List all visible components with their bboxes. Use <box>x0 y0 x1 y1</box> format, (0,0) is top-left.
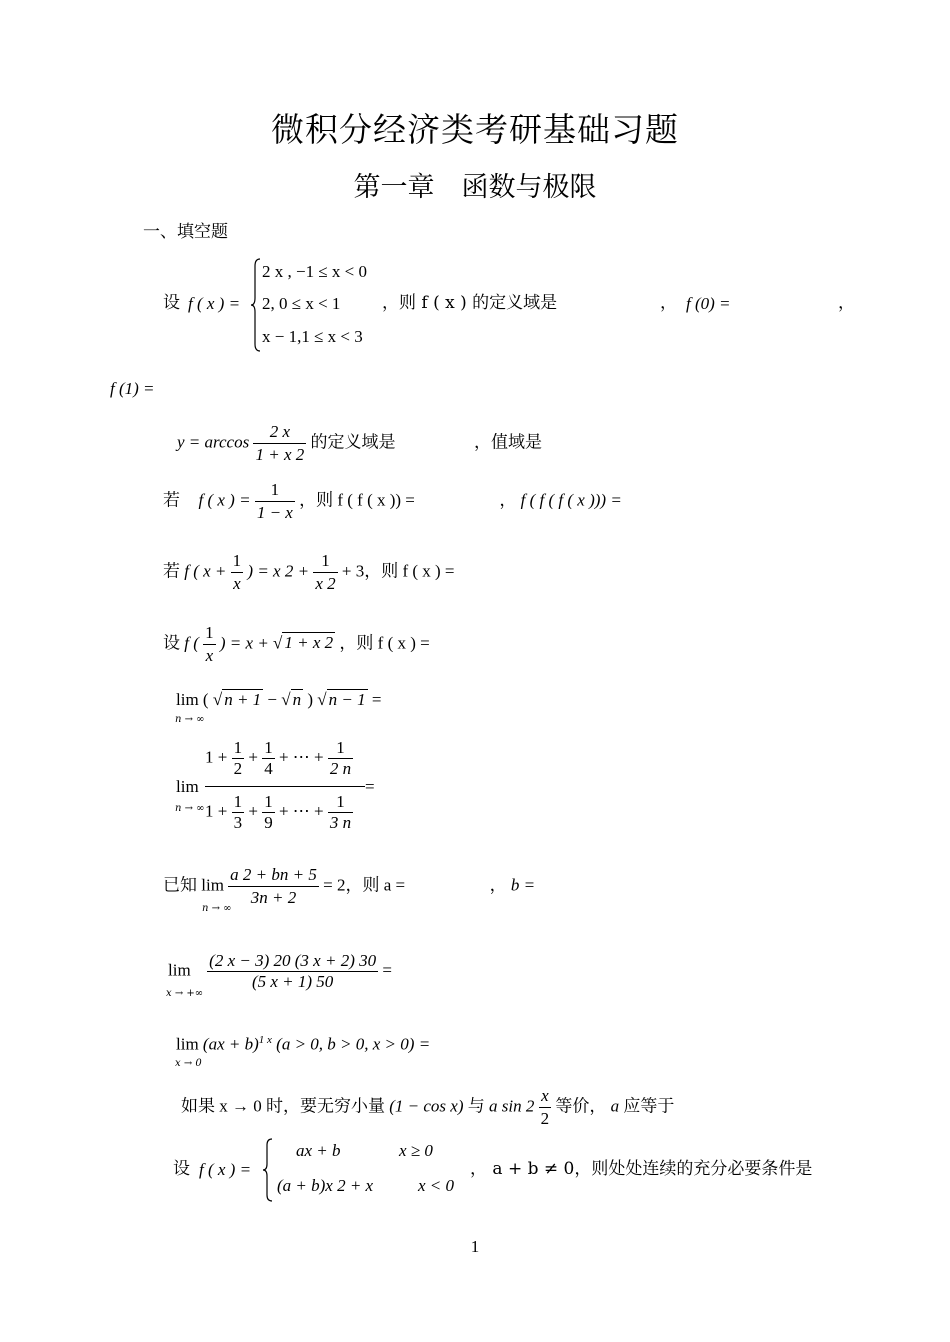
p7-frac-1 <box>232 738 245 779</box>
p7-t4: 1 <box>233 792 243 811</box>
p4-fraction-1 <box>231 550 244 595</box>
p1-lead: 设 <box>163 293 180 313</box>
p5-radicand: 1 + x 2 <box>284 633 334 653</box>
p7-t6: 1 <box>328 792 353 813</box>
p12-case-1a: ax + b <box>296 1141 341 1160</box>
p3-fx: f ( x ) = <box>198 490 251 510</box>
p11-text-3: 等价， <box>555 1096 607 1116</box>
p6-rad-1: n + 1 <box>224 690 262 709</box>
p2-tail: 的定义域是 <box>310 432 396 452</box>
p7-denominator <box>205 792 353 833</box>
problem-11 <box>181 1085 674 1130</box>
p12-tail: ， a + b ≠ 0，则处处连续的充分必要条件是 <box>470 1159 813 1179</box>
problem-3 <box>163 479 622 524</box>
problem-5 <box>163 622 430 667</box>
p7-top-lead: 1 + <box>205 747 228 767</box>
p8-lead: 已知 <box>163 875 197 895</box>
p11-a: a <box>610 1096 620 1116</box>
chapter-title: 第一章 函数与极限 <box>353 172 597 203</box>
p12-case-2b: x < 0 <box>418 1176 455 1195</box>
p4-num-1: 1 <box>231 550 244 573</box>
p7-lim: lim <box>176 777 199 796</box>
p10-body: (ax + b) <box>202 1034 259 1054</box>
p12-case-1b: x ≥ 0 <box>399 1141 433 1160</box>
p7-b5: 9 <box>264 813 273 832</box>
p3-lead: 若 <box>163 490 180 510</box>
p11-fraction <box>539 1085 552 1130</box>
p7-frac-5 <box>262 792 275 833</box>
p4-lead: 若 <box>163 561 180 581</box>
section-heading: 一、填空题 <box>143 222 228 242</box>
page-title: 微积分经济类考研基础习题 <box>271 110 679 149</box>
p6-sub: n → ∞ <box>175 714 205 725</box>
p3-comma: ， <box>499 490 517 510</box>
p12-case-2a: (a + b)x 2 + x <box>277 1176 374 1195</box>
p10-lim: lim <box>176 1034 199 1054</box>
p2-num: 2 x <box>253 421 306 444</box>
p7-b1: 2 <box>233 759 243 778</box>
p11-num: x <box>539 1085 552 1108</box>
left-brace-icon <box>262 1138 274 1202</box>
p5-den: x <box>205 646 214 665</box>
problem-9 <box>168 951 392 992</box>
p7-frac-2 <box>262 738 275 779</box>
p7-b3: 2 n <box>329 759 352 778</box>
p1-comma-1: ， <box>660 293 677 313</box>
p4-eq: ) = x 2 + <box>247 561 310 581</box>
p7-frac-6 <box>328 792 353 833</box>
p9-eq: = <box>382 960 392 980</box>
p4-fx: f ( x + <box>184 561 227 581</box>
p6-rad-3: n − 1 <box>328 690 366 709</box>
problem-6 <box>176 690 381 710</box>
p7-bot-lead: 1 + <box>205 801 228 821</box>
left-brace-icon <box>250 258 262 352</box>
p2-fraction <box>253 421 306 466</box>
problem-4 <box>163 550 455 595</box>
page-number: 1 <box>470 1237 480 1256</box>
p11-asin: a sin 2 <box>489 1096 535 1116</box>
p1-case-3: x − 1,1 ≤ x < 3 <box>262 327 363 346</box>
p9-num: (2 x − 3) 20 (3 x + 2) 30 <box>209 951 377 970</box>
p3-num: 1 <box>255 479 295 502</box>
p5-num: 1 <box>203 622 216 645</box>
p5-eq: ) = x + <box>219 633 269 653</box>
p5-fraction <box>203 622 216 667</box>
p7-t2: 1 <box>264 738 273 757</box>
p6-close: ) <box>307 690 314 709</box>
sqrt-icon: √ <box>273 633 283 653</box>
p1-case-2: 2, 0 ≤ x < 1 <box>262 294 341 313</box>
p7-t3: 1 <box>328 738 353 759</box>
p11-den: 2 <box>540 1109 550 1128</box>
p7-plus: + <box>248 747 258 767</box>
p8-tail: = 2，则 a = <box>323 875 406 895</box>
p7-dots-2: + ⋯ + <box>278 801 324 821</box>
p7-b6: 3 n <box>329 813 352 832</box>
p7-sub: n → ∞ <box>175 803 205 814</box>
p8-den: 3n + 2 <box>250 888 297 907</box>
p7-frac-4 <box>232 792 245 833</box>
p6-rad-2: n <box>292 690 302 709</box>
p4-den-2: x 2 <box>315 574 336 593</box>
p8-b: b = <box>510 875 536 895</box>
p9-sub: x → +∞ <box>166 988 204 999</box>
p1-comma-2: ， <box>838 293 855 313</box>
p10-sub: x → 0 <box>175 1058 202 1069</box>
p2-range: ，值域是 <box>474 432 542 452</box>
p6-lim: lim <box>176 690 199 709</box>
p4-tail: + 3，则 f ( x ) = <box>341 561 455 581</box>
p11-expr: (1 − cos x) <box>389 1096 464 1116</box>
p7-eq: = <box>365 777 375 796</box>
p1-domain-text: ，则 f ( x ) 的定义域是 <box>382 293 558 313</box>
p10-tail: (a > 0, b > 0, x > 0) = <box>276 1034 431 1054</box>
p7-plus-2: + <box>248 801 258 821</box>
p6-open: ( <box>202 690 209 709</box>
problem-10 <box>176 1034 430 1055</box>
p9-lim: lim <box>168 960 191 980</box>
p1-fx: f ( x ) = <box>188 294 241 313</box>
p5-fx: f ( <box>184 633 199 653</box>
p11-text-2: 与 <box>467 1096 485 1116</box>
sqrt-icon: √ <box>281 690 291 709</box>
p7-numerator <box>205 738 353 779</box>
p9-fraction <box>207 951 378 992</box>
p3-mid: ，则 f ( f ( x )) = <box>299 490 415 510</box>
p8-comma: ， <box>489 875 507 895</box>
p6-minus: − <box>267 690 278 709</box>
p3-den: 1 − x <box>256 503 293 522</box>
p1-case-1: 2 x , −1 ≤ x < 0 <box>262 262 368 281</box>
p10-exp: 1 x <box>258 1034 272 1046</box>
p11-text-1: 如果 x → 0 时，要无穷小量 <box>181 1096 385 1116</box>
p7-b2: 4 <box>264 759 273 778</box>
p7-fraction-bar <box>205 786 365 787</box>
p7-t5: 1 <box>264 792 273 811</box>
sqrt-icon: √ <box>317 690 327 709</box>
p5-lead: 设 <box>163 633 180 653</box>
p3-fraction <box>255 479 295 524</box>
p7-dots: + ⋯ + <box>278 747 324 767</box>
p8-fraction <box>228 864 319 909</box>
p4-num-2: 1 <box>313 550 337 573</box>
p1-f1: f (1) = <box>110 379 155 398</box>
p9-den: (5 x + 1) 50 <box>251 972 334 991</box>
sqrt-icon: √ <box>212 690 223 709</box>
p12-lead: 设 <box>173 1159 190 1179</box>
p11-text-4: 应等于 <box>623 1096 675 1116</box>
p8-sub: n → ∞ <box>202 903 232 914</box>
p7-t1: 1 <box>233 738 243 757</box>
p4-den-1: x <box>233 574 241 593</box>
p7-b4: 3 <box>233 813 243 832</box>
p3-fff: f ( f ( f ( x ))) = <box>520 490 622 510</box>
p6-eq: = <box>371 690 382 709</box>
p2-den: 1 + x 2 <box>255 445 305 464</box>
p2-lhs: y = arccos <box>177 432 250 452</box>
p4-fraction-2 <box>313 550 337 595</box>
p12-fx: f ( x ) = <box>199 1160 252 1179</box>
p1-f0: f (0) = <box>686 294 731 313</box>
p8-lim: lim <box>201 875 224 895</box>
problem-2 <box>177 421 542 466</box>
p8-num: a 2 + bn + 5 <box>228 864 319 887</box>
p5-tail: ，则 f ( x ) = <box>339 633 430 653</box>
p7-frac-3 <box>328 738 353 779</box>
